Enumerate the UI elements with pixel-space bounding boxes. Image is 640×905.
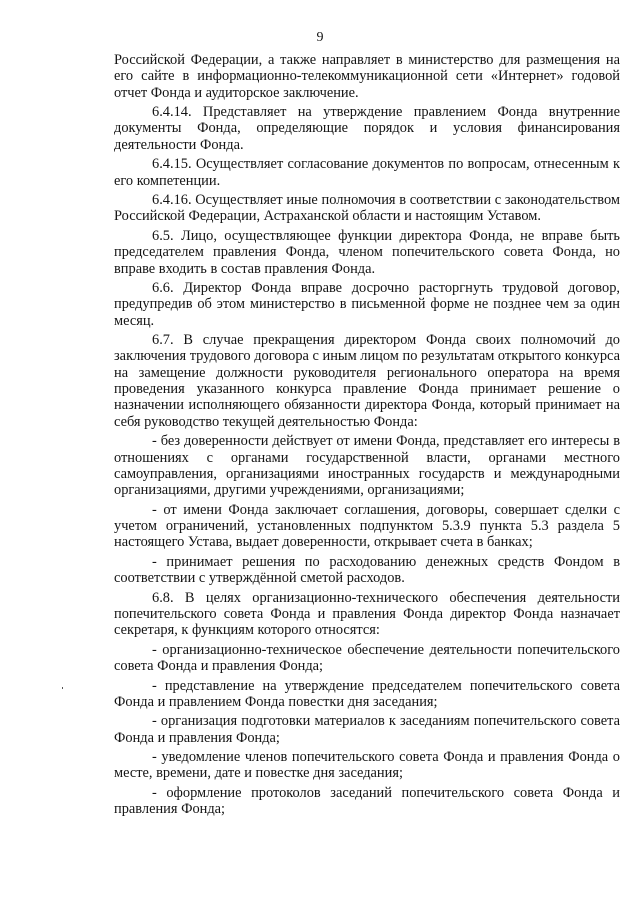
list-item-6-7-a: - без доверенности действует от имени Фонда, представляет его интересы в отношениях с органами государственной власти, органами местного самоуправления, организациями иностранных государств и международными организациями, другими учреждениями, организациями; — [114, 433, 620, 499]
list-item-6-8-e: - оформление протоколов заседаний попечительского совета Фонда и правления Фонда; — [114, 784, 620, 818]
paragraph-6-7: 6.7. В случае прекращения директором Фонда своих полномочий до заключения трудового договора с иным лицом по результатам открытого конкурса на замещение должности руководителя регионального оператора на время проведения указанного конкурса правление Фонда принимает решение о назначении исполняющего обязанности директора Фонда, который принимает на себя руководство текущей деятельностью Фонда: — [114, 332, 620, 430]
list-item-6-8-b: - представление на утверждение председателем попечительского совета Фонда и правлением Фонда повестки дня заседания; — [114, 677, 620, 710]
list-item-6-8-d: - уведомление членов попечительского совета Фонда и правления Фонда о месте, времени, дате и повестке дня заседания; — [114, 749, 620, 782]
paragraph-6-8: 6.8. В целях организационно-технического обеспечения деятельности попечительского совета Фонда и правления Фонда директор Фонда назначает секретаря, к функциям которого относятся: — [114, 589, 620, 639]
scan-speck — [62, 687, 63, 689]
paragraph-6-6: 6.6. Директор Фонда вправе досрочно расторгнуть трудовой договор, предупредив об этом министерство в письменной форме не позднее чем за один месяц. — [114, 279, 620, 329]
list-item-6-8-c: - организация подготовки материалов к заседаниям попечительского совета Фонда и правления Фонда; — [114, 713, 620, 746]
paragraph-6-4-16: 6.4.16. Осуществляет иные полномочия в соответствии с законодательством Российской Федерации, Астраханской области и настоящим Уставом. — [114, 192, 620, 225]
body-text — [114, 52, 620, 821]
paragraph-6-4-15: 6.4.15. Осуществляет согласование документов по вопросам, отнесенным к его компетенции. — [114, 156, 620, 189]
paragraph-6-4-14: 6.4.14. Представляет на утверждение правлением Фонда внутренние документы Фонда, определяющие порядок и условия финансирования деятельности Фонда. — [114, 104, 620, 153]
paragraph-6-5: 6.5. Лицо, осуществляющее функции директора Фонда, не вправе быть председателем правления Фонда, членом попечительского совета Фонда, но вправе входить в состав правления Фонда. — [114, 227, 620, 277]
list-item-6-7-c: - принимает решения по расходованию денежных средств Фондом в соответствии с утверждённой сметой расходов. — [114, 553, 620, 587]
list-item-6-8-a: - организационно-техническое обеспечение деятельности попечительского совета Фонда и правления Фонда; — [114, 641, 620, 675]
list-item-6-7-b: - от имени Фонда заключает соглашения, договоры, совершает сделки с учетом ограничений, установленных подпунктом 5.3.9 пункта 5.3 раздела 5 настоящего Устава, выдает доверенности, открывает счета в банках; — [114, 501, 620, 551]
page-number: 9 — [316, 30, 324, 45]
paragraph-continuation: Российской Федерации, а также направляет в министерство для размещения на его сайте в информационно-телекоммуникационной сети «Интернет» годовой отчет Фонда и аудиторское заключение. — [114, 52, 620, 101]
